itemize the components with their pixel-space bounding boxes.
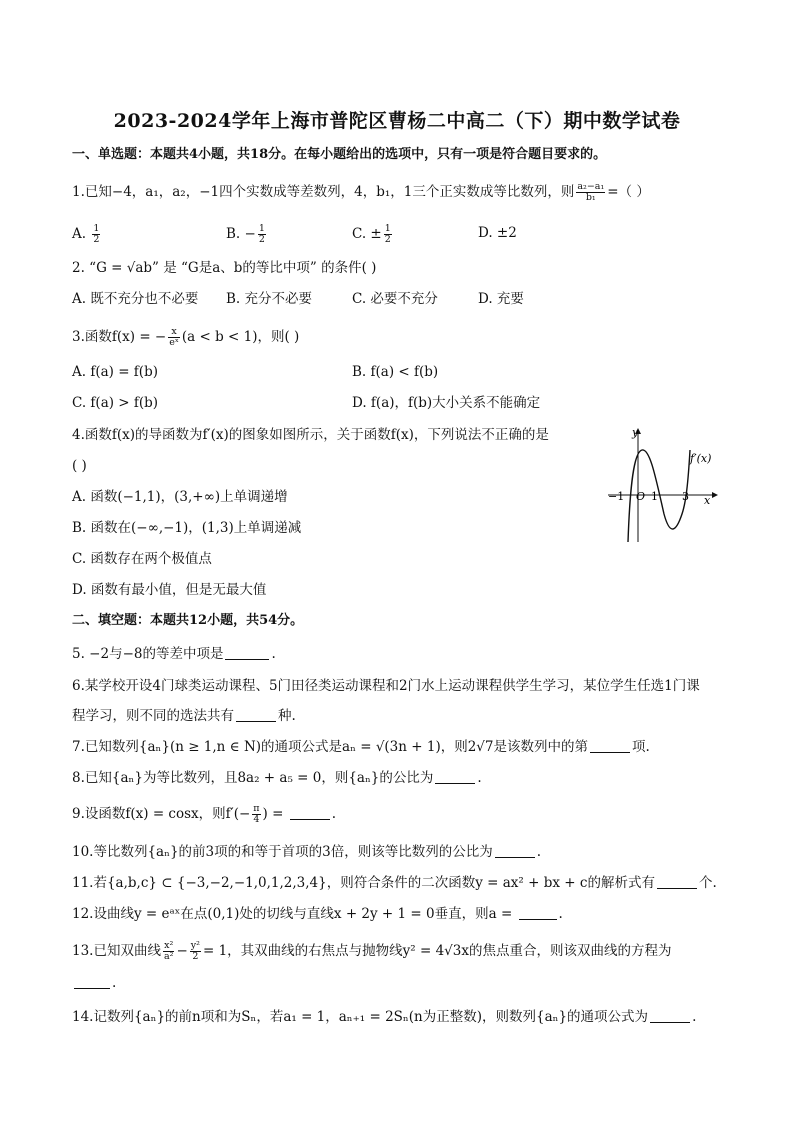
question-1-option-a <box>72 224 102 245</box>
answer-blank[interactable] <box>519 905 557 920</box>
fraction-numerator: 1 <box>93 223 100 234</box>
question-1 <box>72 182 650 203</box>
period: . <box>112 975 117 991</box>
question-9-tail: ) = <box>262 806 288 822</box>
question-6-text: 程学习，则不同的选法共有 <box>72 708 234 724</box>
fraction-numerator: x <box>168 327 180 338</box>
period: . <box>558 906 563 922</box>
fraction-half <box>92 224 100 245</box>
question-3 <box>72 327 299 348</box>
tick-3: 3 <box>682 490 689 503</box>
question-4-option-d: D. 函数有最小值，但是无最大值 <box>72 582 267 598</box>
question-3-fraction <box>168 327 180 348</box>
question-11-text: 11.若{a,b,c} ⊂ {−3,−2,−1,0,1,2,3,4}，则符合条件的二次函数y = ax² + bx + c的解析式有 <box>72 875 655 891</box>
answer-blank[interactable] <box>650 1008 690 1023</box>
answer-blank[interactable] <box>290 805 330 820</box>
question-13-fraction-1 <box>163 941 174 962</box>
question-14-text: 14.记数列{aₙ}的前n项和为Sₙ，若a₁ = 1，aₙ₊₁ = 2Sₙ(n为正整数)，则数列{aₙ}的通项公式为 <box>72 1009 649 1025</box>
question-3-option-c: C. f(a) > f(b) <box>72 395 159 411</box>
origin-label: O <box>636 490 646 503</box>
exam-title: 2023-2024学年上海市普陀区曹杨二中高二（下）期中数学试卷 <box>113 110 681 132</box>
question-10-text: 10.等比数列{aₙ}的前3项的和等于首项的3倍，则该等比数列的公比为 <box>72 844 493 860</box>
question-12 <box>72 905 563 923</box>
question-1-option-d: D. ±2 <box>478 225 517 241</box>
question-10 <box>72 843 541 861</box>
question-2: 2. “G = √ab” 是 “G是a、b的等比中项” 的条件( ) <box>72 260 377 276</box>
y-axis-label: y <box>632 426 639 439</box>
fraction-denominator: 2 <box>258 234 265 245</box>
fraction-denominator: 2 <box>192 951 199 962</box>
tick-1: 1 <box>651 490 658 503</box>
question-4-option-c: C. 函数存在两个极值点 <box>72 551 212 567</box>
fraction-numerator: π <box>253 803 260 814</box>
fraction-half <box>384 224 392 245</box>
fraction-denominator: b₁ <box>585 192 596 203</box>
tick-neg1: −1 <box>608 490 625 503</box>
x-axis-label: x <box>704 494 711 507</box>
fraction-numerator: 1 <box>384 223 391 234</box>
fraction-half <box>258 224 266 245</box>
question-5-text: 5. −2与−8的等差中项是 <box>72 646 224 662</box>
option-label: C. ± <box>352 226 382 242</box>
x-axis-arrow <box>712 492 718 498</box>
question-1-option-c <box>352 224 394 245</box>
question-8 <box>72 769 482 787</box>
question-13-line-2 <box>72 974 116 992</box>
option-label: A. <box>72 226 87 242</box>
question-13-fraction-2 <box>190 941 201 962</box>
question-6-tail: 种. <box>278 708 296 724</box>
minus-sign: − <box>176 943 188 959</box>
answer-blank[interactable] <box>590 738 630 753</box>
fraction-numerator: x² <box>164 940 174 951</box>
question-7 <box>72 738 650 756</box>
question-3-option-d: D. f(a)，f(b)大小关系不能确定 <box>352 395 541 411</box>
question-4: 4.函数f(x)的导函数为f′(x)的图象如图所示，关于函数f(x)，下列说法不正确的是 <box>72 427 549 443</box>
question-4-option-b: B. 函数在(−∞,−1)，(1,3)上单调递减 <box>72 520 302 536</box>
question-6-line-1: 6.某学校开设4门球类运动课程、5门田径类运动课程和2门水上运动课程供学生学习，某位学生任选1门课 <box>72 678 700 694</box>
question-13-text: 13.已知双曲线 <box>72 943 161 959</box>
question-1-tail: =（ ） <box>607 184 650 200</box>
question-13-text-2: = 1，其双曲线的右焦点与抛物线y² = 4√3x的焦点重合，则该双曲线的方程为 <box>202 943 672 959</box>
period: . <box>331 806 337 822</box>
question-11 <box>72 874 717 892</box>
curve-label: f′(x) <box>690 452 712 465</box>
answer-blank[interactable] <box>225 645 269 660</box>
question-9 <box>72 804 336 825</box>
answer-blank[interactable] <box>657 874 697 889</box>
question-1-text: 1.已知−4，a₁，a₂，−1四个实数成等差数列，4，b₁，1三个正实数成等比数列，则 <box>72 184 575 200</box>
derivative-graph <box>604 424 724 544</box>
period: . <box>536 844 542 860</box>
question-4-paren: ( ) <box>72 458 87 474</box>
question-6-line-2 <box>72 707 296 725</box>
question-7-tail: 项. <box>632 739 650 755</box>
fraction-denominator: a² <box>163 951 174 962</box>
fraction-denominator: eˣ <box>169 337 179 348</box>
question-9-fraction <box>252 804 260 825</box>
answer-blank[interactable] <box>236 707 276 722</box>
fraction-denominator: 2 <box>93 234 100 245</box>
section-2-heading: 二、填空题：本题共12小题，共54分。 <box>72 613 304 628</box>
question-2-option-a: A. 既不充分也不必要 <box>72 291 199 307</box>
period: . <box>692 1009 697 1025</box>
section-1-heading: 一、单选题：本题共4小题，共18分。在每小题给出的选项中，只有一项是符合题目要求的。 <box>72 147 607 162</box>
question-1-option-b <box>226 224 268 245</box>
answer-blank[interactable] <box>74 974 110 989</box>
question-4-option-a: A. 函数(−1,1)，(3,+∞)上单调递增 <box>72 489 288 505</box>
fraction-numerator: a₂−a₁ <box>577 181 605 192</box>
question-11-tail: 个. <box>698 875 717 891</box>
question-1-fraction <box>576 182 605 203</box>
fraction-denominator: 4 <box>253 814 260 825</box>
question-3-option-b: B. f(a) < f(b) <box>352 364 439 380</box>
question-13 <box>72 941 672 962</box>
period: . <box>271 646 276 662</box>
fraction-denominator: 2 <box>384 234 391 245</box>
question-9-text: 9.设函数f(x) = cosx，则f′(− <box>72 806 251 822</box>
fraction-numerator: 1 <box>258 223 265 234</box>
question-3-text-pre: 3.函数f(x) = − <box>72 329 167 345</box>
question-2-option-d: D. 充要 <box>478 291 524 307</box>
question-2-option-b: B. 充分不必要 <box>226 291 313 307</box>
question-2-option-c: C. 必要不充分 <box>352 291 438 307</box>
question-5 <box>72 645 276 663</box>
question-14 <box>72 1008 696 1026</box>
option-label: B. − <box>226 226 256 242</box>
answer-blank[interactable] <box>495 843 535 858</box>
question-3-text-post: (a < b < 1)，则( ) <box>181 329 300 345</box>
question-8-text: 8.已知{aₙ}为等比数列，且8a₂ + a₅ = 0，则{aₙ}的公比为 <box>72 770 434 786</box>
question-3-option-a: A. f(a) = f(b) <box>72 364 158 380</box>
fraction-numerator: y² <box>190 940 200 951</box>
question-12-text: 12.设曲线y = eᵃˣ在点(0,1)处的切线与直线x + 2y + 1 = 0垂直，则a = <box>72 906 517 922</box>
period: . <box>477 770 482 786</box>
question-7-text: 7.已知数列{aₙ}(n ≥ 1,n ∈ N)的通项公式是aₙ = √(3n + 1)，则2√7是该数列中的第 <box>72 739 588 755</box>
answer-blank[interactable] <box>435 769 475 784</box>
